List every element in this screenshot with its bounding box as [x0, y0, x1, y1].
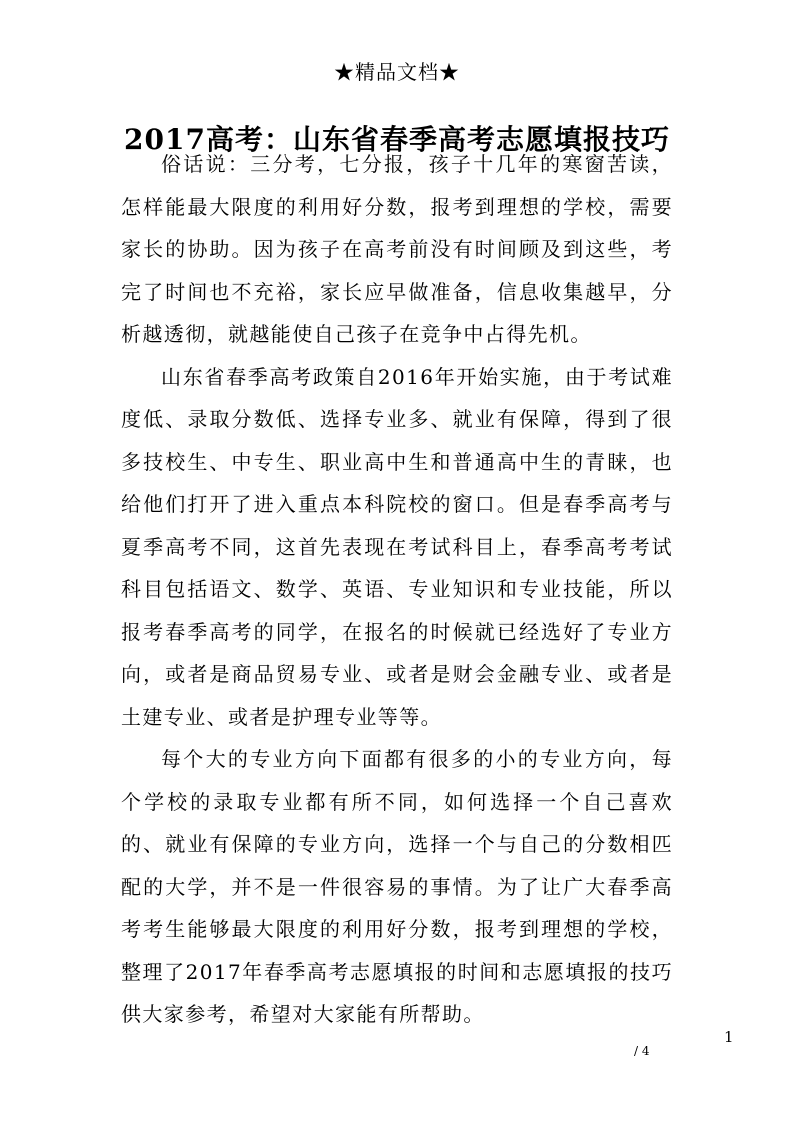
- document-body: [121, 143, 673, 1036]
- paragraph-1: 俗话说：三分考，七分报，孩子十几年的寒窗苦读，怎样能最大限度的利用好分数，报考到理想的学校，需要家长的协助。因为孩子在高考前没有时间顾及到这些，考完了时间也不充裕，家长应早做准备，信息收集越早，分析越透彻，就越能使自己孩子在竞争中占得先机。: [121, 152, 673, 346]
- paragraph-2: 山东省春季高考政策自2016年开始实施，由于考试难度低、录取分数低、选择专业多、就业有保障，得到了很多技校生、中专生、职业高中生和普通高中生的青睐，也给他们打开了进入重点本科院校的窗口。但是春季高考与夏季高考不同，这首先表现在考试科目上，春季高考考试科目包括语文、数学、英语、专业知识和专业技能，所以报考春季高考的同学，在报名的时候就已经选好了专业方向，或者是商品贸易专业、或者是财会金融专业、或者是土建专业、或者是护理专业等等。: [121, 364, 673, 729]
- page-header: ★精品文档★: [334, 60, 460, 84]
- page-number: 1: [724, 1028, 734, 1046]
- page-total: / 4: [634, 1044, 650, 1058]
- document-title: 2017高考：山东省春季高考志愿填报技巧: [124, 122, 670, 156]
- paragraph-3: 每个大的专业方向下面都有很多的小的专业方向，每个学校的录取专业都有所不同，如何选择一个自己喜欢的、就业有保障的专业方向，选择一个与自己的分数相匹配的大学，并不是一件很容易的事情。为了让广大春季高考考生能够最大限度的利用好分数，报考到理想的学校，整理了2017年春季高考志愿填报的时间和志愿填报的技巧供大家参考，希望对大家能有所帮助。: [121, 747, 673, 1026]
